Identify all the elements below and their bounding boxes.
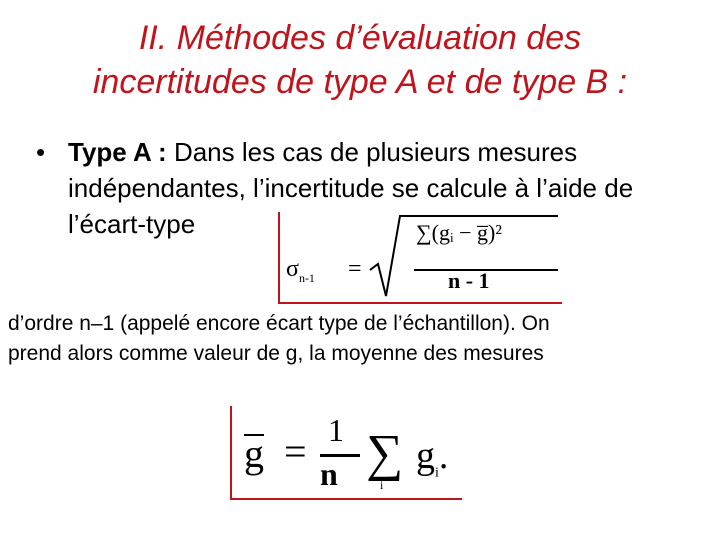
formula-mean-term: $g_i$. — [416, 435, 449, 481]
slide-title — [0, 16, 720, 104]
explanation-paragraph — [8, 309, 712, 369]
paragraph-line-2: prend alors comme valeur de g, la moyenne des mesures — [8, 342, 544, 365]
formula-mean-numerator: 1 — [328, 412, 344, 448]
formula-mean-lhs: g — [244, 431, 264, 476]
sigma-symbol: ∑ — [366, 425, 404, 482]
formula-std-denominator: n - 1 — [448, 268, 490, 293]
bullet-label: Type A : — [68, 137, 167, 167]
std-dev-formula — [278, 212, 562, 304]
sigma-index: i — [380, 478, 384, 492]
title-line-1: II. Méthodes d’évaluation des — [138, 19, 582, 57]
title-line-2: incertitudes de type A et de type B : — [92, 63, 628, 101]
formula-std-lhs: $\sigma_{n-1}$ — [286, 256, 315, 285]
formula-std-numerator: ∑(gᵢ − g̅)² — [416, 220, 502, 245]
bullet-body: Dans les cas de plusieurs mesures indépendantes, l’incertitude se calcule à l’aide de l’écart-type — [68, 137, 634, 239]
mean-formula — [230, 406, 462, 500]
paragraph-line-1: d’ordre n–1 (appelé encore écart type de l’échantillon). On — [8, 312, 550, 335]
formula-mean-equals: = — [284, 429, 307, 474]
formula-mean-denominator: n — [320, 456, 338, 492]
bullet-marker: • — [36, 137, 46, 167]
formula-std-equals: = — [348, 256, 362, 282]
